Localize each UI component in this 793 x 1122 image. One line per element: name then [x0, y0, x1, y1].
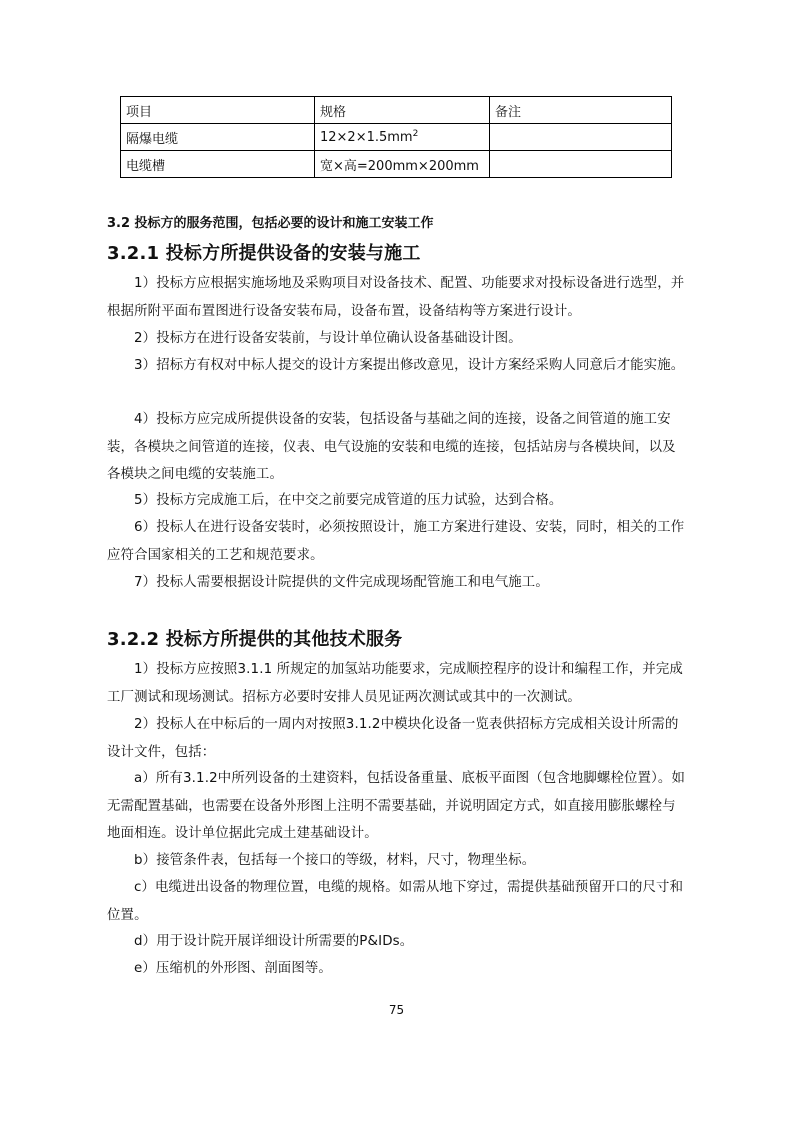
table-row — [121, 124, 672, 151]
paragraph: d）用于设计院开展详细设计所需要的P&IDs。 — [134, 934, 414, 949]
spec-table — [120, 96, 672, 178]
table-cell: 电缆槽 — [121, 151, 315, 178]
table-cell — [490, 151, 672, 178]
paragraph: 3）招标方有权对中标人提交的设计方案提出修改意见，设计方案经采购人同意后才能实施。 — [134, 358, 685, 373]
paragraph: a）所有3.1.2中所列设备的土建资料，包括设备重量、底板平面图（包含地脚螺栓位置）。如无需配置基础，也需要在设备外形图上注明不需要基础，并说明固定方式，如直接用膨胀螺栓与地面相连。设计单位据此完成土建基础设计。 — [107, 771, 686, 842]
table-cell: 备注 — [490, 97, 672, 124]
section-heading: 3.2 投标方的服务范围，包括必要的设计和施工安装工作 — [107, 216, 434, 231]
table-cell: 规格 — [315, 97, 490, 124]
subsection-heading: 3.2.2 投标方所提供的其他技术服务 — [107, 629, 403, 650]
paragraph: 6）投标人在进行设备安装时，必须按照设计，施工方案进行建设、安装，同时，相关的工作应符合国家相关的工艺和规范要求。 — [107, 520, 685, 563]
cable-spec-text: 12×2×1.5mm — [320, 129, 413, 145]
table-cell — [490, 124, 672, 151]
paragraph: 2）投标方在进行设备安装前，与设计单位确认设备基础设计图。 — [134, 331, 522, 346]
paragraph: 5）投标方完成施工后，在中交之前要完成管道的压力试验，达到合格。 — [134, 493, 563, 508]
table-cell: 项目 — [121, 97, 315, 124]
paragraph: b）接管条件表，包括每一个接口的等级，材料，尺寸，物理坐标。 — [134, 853, 536, 868]
paragraph: c）电缆进出设备的物理位置，电缆的规格。如需从地下穿过，需提供基础预留开口的尺寸和位置。 — [107, 880, 684, 923]
paragraph: e）压缩机的外形图、剖面图等。 — [134, 961, 332, 976]
paragraph: 1）投标方应按照3.1.1 所规定的加氢站功能要求，完成顺控程序的设计和编程工作，并完成工厂测试和现场测试。招标方必要时安排人员见证两次测试或其中的一次测试。 — [107, 662, 683, 705]
page-number: 75 — [388, 1003, 405, 1017]
superscript: 2 — [412, 128, 419, 139]
paragraph: 2）投标人在中标后的一周内对按照3.1.2中模块化设备一览表供招标方完成相关设计所需的设计文件，包括： — [107, 717, 679, 760]
paragraph: 7）投标人需要根据设计院提供的文件完成现场配管施工和电气施工。 — [134, 575, 549, 590]
table-row — [121, 97, 672, 124]
table-cell — [315, 124, 490, 151]
subsection-heading: 3.2.1 投标方所提供设备的安装与施工 — [107, 243, 421, 264]
paragraph: 1）投标方应根据实施场地及采购项目对设备技术、配置、功能要求对投标设备进行选型，并根据所附平面布置图进行设备安装布局，设备布置，设备结构等方案进行设计。 — [107, 276, 685, 319]
table-cell: 宽×高=200mm×200mm — [315, 151, 490, 178]
paragraph: 4）投标方应完成所提供设备的安装，包括设备与基础之间的连接，设备之间管道的施工安装，各模块之间管道的连接，仪表、电气设施的安装和电缆的连接，包括站房与各模块间，以及各模块之间电缆的安装施工。 — [107, 412, 676, 483]
table-cell: 隔爆电缆 — [121, 124, 315, 151]
table-row — [121, 151, 672, 178]
